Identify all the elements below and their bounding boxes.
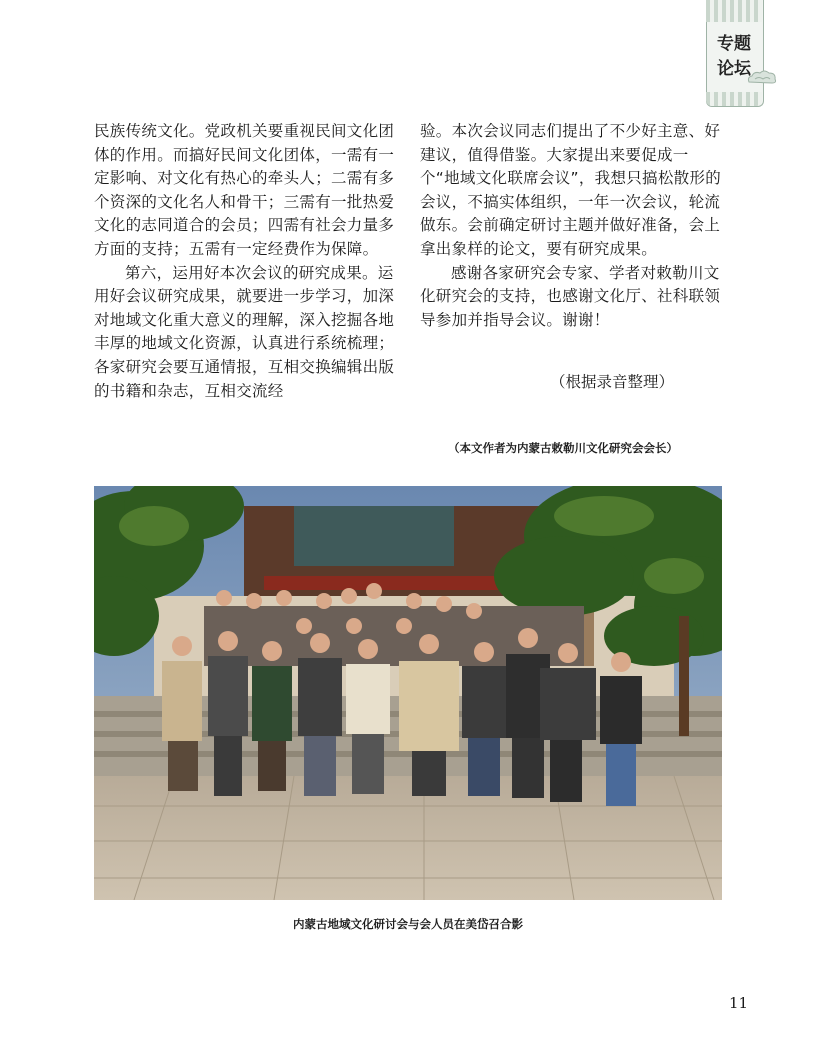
photo-caption: 内蒙古地域文化研讨会与会人员在美岱召合影 (293, 917, 523, 931)
cloud-ornament-icon (746, 68, 778, 86)
badge-line1: 专题 (717, 34, 751, 54)
section-badge (706, 0, 762, 108)
right-paragraph-1: 验。本次会议同志们提出了不少好主意、好建议，值得借鉴。大家提出来要促成一个“地域文化联席会议”，我想只搞松散形的会议，不搞实体组织，一年一次会议，轮流做东。会前确定研讨主题并做好准备，会上拿出象样的论文，要有研究成果。 (420, 122, 722, 258)
badge-line2: 论坛 (717, 59, 751, 79)
group-photo-illustration (94, 486, 722, 900)
page-number: 11 (729, 994, 749, 1012)
group-photo (94, 486, 722, 900)
left-paragraph-1: 民族传统文化。党政机关要重视民间文化团体的作用。而搞好民间文化团体，一需有一定影响、对文化有热心的牵头人；二需有多个资深的文化名人和骨干；三需有一批热爱文化的志同道合的会员；四需有社会力量多方面的支持；五需有一定经费作为保障。 (94, 122, 395, 258)
left-paragraph-2: 第六，运用好本次会议的研究成果。运用好会议研究成果，就要进一步学习，加深对地域文化重大意义的理解，深入挖掘各地丰厚的地域文化资源，认真进行系统梳理；各家研究会要互通情报，互相交换编辑出版的书籍和杂志，互相交流经 (94, 263, 395, 400)
author-note: （本文作者为内蒙古敕勒川文化研究会会长） (448, 441, 678, 455)
right-text-column (420, 120, 726, 332)
badge-bottom-ornament (706, 92, 762, 106)
left-text-column (94, 120, 400, 403)
right-paragraph-2: 感谢各家研究会专家、学者对敕勒川文化研究会的支持，也感谢文化厅、社科联领导参加并指导会议。谢谢！ (420, 263, 721, 329)
transcription-note: （根据录音整理） (550, 373, 675, 391)
badge-top-ornament (706, 0, 762, 22)
